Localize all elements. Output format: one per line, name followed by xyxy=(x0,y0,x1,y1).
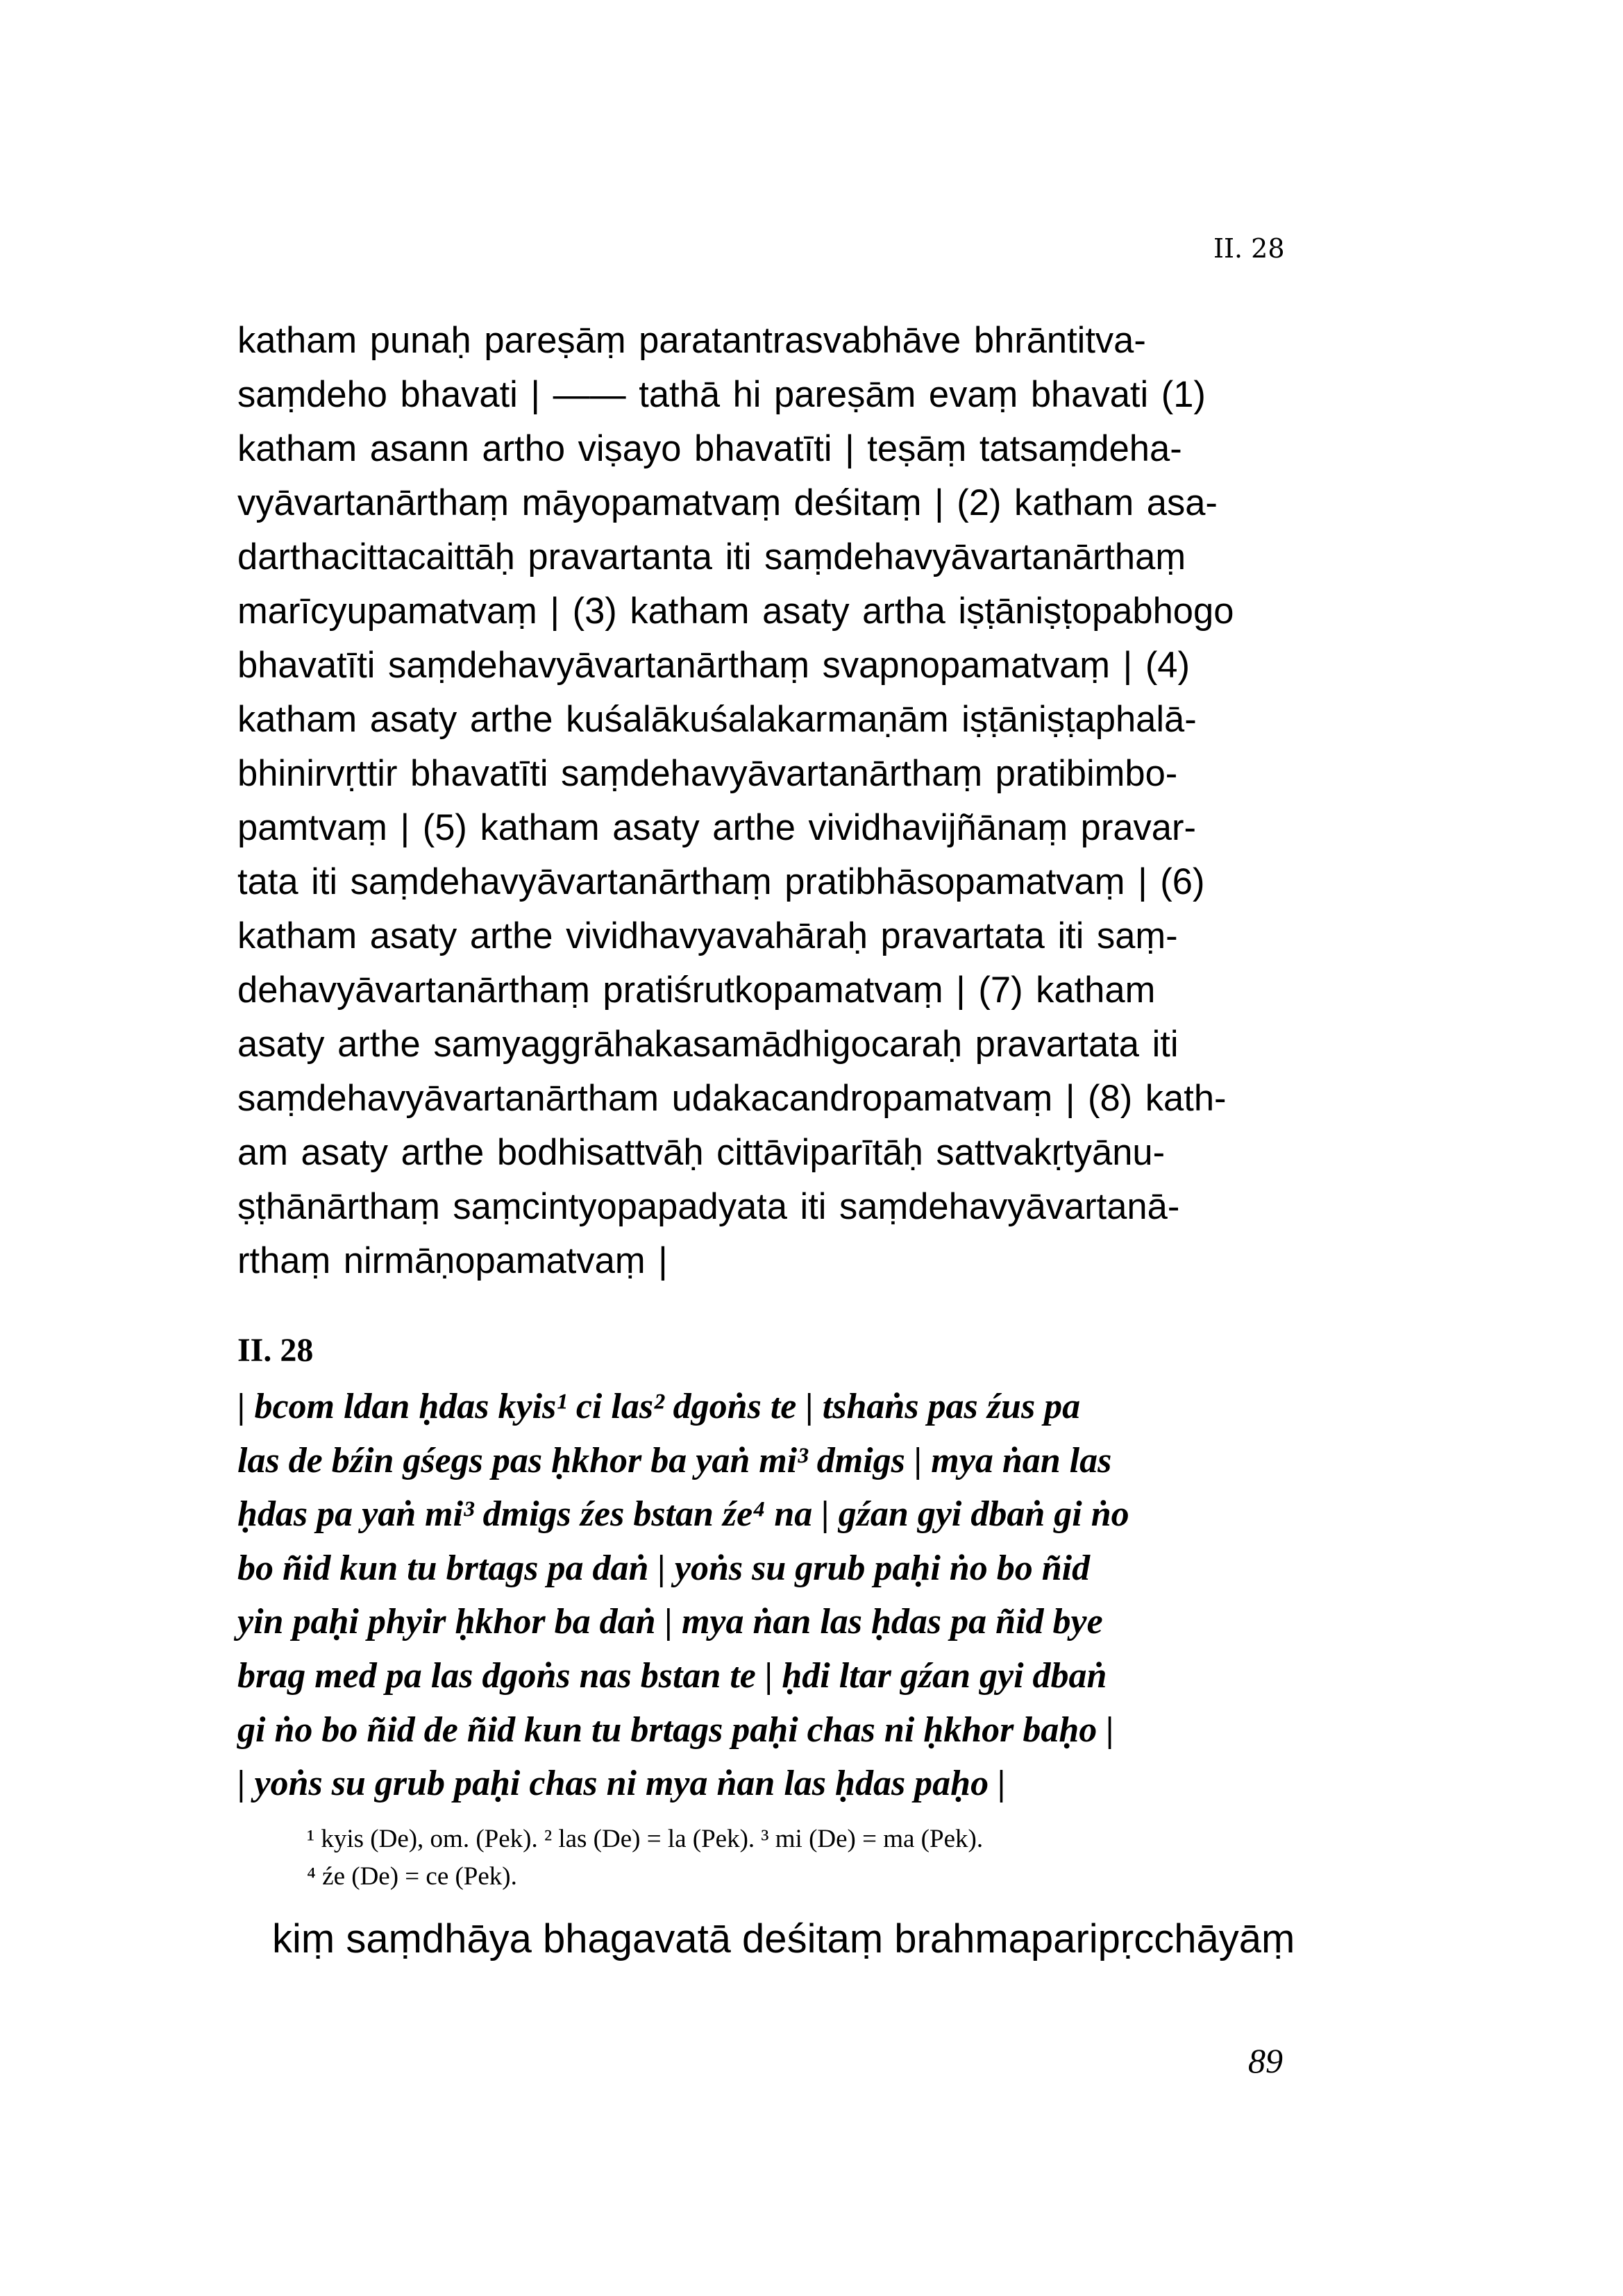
text-line: marīcyupamatvaṃ | (3) katham asaty artha iṣṭāniṣṭopabhogo xyxy=(237,591,1234,632)
text-line: gi ṅo bo ñid de ñid kun tu brtags paḥi chas ni ḥkhor baḥo | xyxy=(237,1710,1114,1750)
text-line: am asaty arthe bodhisattvāḥ cittāviparītāḥ sattvakṛtyānu- xyxy=(237,1132,1166,1173)
footnotes xyxy=(307,1821,983,1896)
text-line: darthacittacaittāḥ pravartanta iti saṃdehavyāvartanārthaṃ xyxy=(237,537,1186,577)
text-line: vyāvartanārthaṃ māyopamatvaṃ deśitaṃ | (2) katham asa- xyxy=(237,482,1218,523)
text-line: katham asann artho viṣayo bhavatīti | teṣāṃ tatsaṃdeha- xyxy=(237,428,1182,469)
running-header: II. 28 xyxy=(1213,233,1285,264)
text-line: saṃdehavyāvartanārtham udakacandropamatvaṃ | (8) kath- xyxy=(237,1078,1227,1119)
text-line: rthaṃ nirmāṇopamatvaṃ | xyxy=(237,1240,668,1281)
text-line: dehavyāvartanārthaṃ pratiśrutkopamatvaṃ | (7) katham xyxy=(237,970,1156,1011)
text-line: las de bźin gśegs pas ḥkhor ba yaṅ mi³ dmigs | mya ṅan las xyxy=(237,1440,1112,1480)
text-line: bhavatīti saṃdehavyāvartanārthaṃ svapnopamatvaṃ | (4) xyxy=(237,645,1190,686)
tibetan-paragraph xyxy=(237,1380,1390,1811)
text-line: katham punaḥ pareṣāṃ paratantrasvabhāve bhrāntitva- xyxy=(237,320,1146,361)
text-line: asaty arthe samyaggrāhakasamādhigocaraḥ pravartata iti xyxy=(237,1024,1179,1065)
text-line: brag med pa las dgoṅs nas bstan te | ḥdi ltar gźan gyi dbaṅ xyxy=(237,1655,1107,1696)
text-line: bo ñid kun tu brtags pa daṅ | yoṅs su grub paḥi ṅo bo ñid xyxy=(237,1548,1091,1588)
text-line: pamtvaṃ | (5) katham asaty arthe vividhavijñānaṃ pravar- xyxy=(237,807,1196,848)
footnote-line: ⁴ źe (De) = ce (Pek). xyxy=(307,1862,517,1891)
text-line: ṣṭhānārthaṃ saṃcintyopapadyata iti saṃdehavyāvartanā- xyxy=(237,1186,1180,1227)
text-line: saṃdeho bhavati | —— tathā hi pareṣām evaṃ bhavati (1) xyxy=(237,374,1206,415)
text-line: katham asaty arthe vividhavyavahāraḥ pravartata iti saṃ- xyxy=(237,915,1178,956)
continuation-line: kiṃ saṃdhāya bhagavatā deśitaṃ brahmaparipṛcchāyāṃ xyxy=(272,1916,1295,1961)
text-line: ḥdas pa yaṅ mi³ dmigs źes bstan źe⁴ na | gźan gyi dbaṅ gi ṅo xyxy=(237,1494,1129,1535)
sanskrit-paragraph xyxy=(237,314,1390,1288)
text-line: | bcom ldan ḥdas kyis¹ ci las² dgoṅs te | tshaṅs pas źus pa xyxy=(237,1387,1081,1426)
text-line: bhinirvṛttir bhavatīti saṃdehavyāvartanārthaṃ pratibimbo- xyxy=(237,753,1178,794)
text-line: yin paḥi phyir ḥkhor ba daṅ | mya ṅan las ḥdas pa ñid bye xyxy=(237,1602,1103,1642)
text-line: katham asaty arthe kuśalākuśalakarmaṇām iṣṭāniṣṭaphalā- xyxy=(237,699,1197,740)
folio-number: 89 xyxy=(1248,2041,1283,2080)
text-line: | yoṅs su grub paḥi chas ni mya ṅan las ḥdas paḥo | xyxy=(237,1764,1006,1804)
text-line: tata iti saṃdehavyāvartanārthaṃ pratibhāsopamatvaṃ | (6) xyxy=(237,861,1205,902)
footnote-line: ¹ kyis (De), om. (Pek). ² las (De) = la (Pek). ³ mi (De) = ma (Pek). xyxy=(307,1825,984,1853)
section-title: II. 28 xyxy=(237,1332,314,1369)
